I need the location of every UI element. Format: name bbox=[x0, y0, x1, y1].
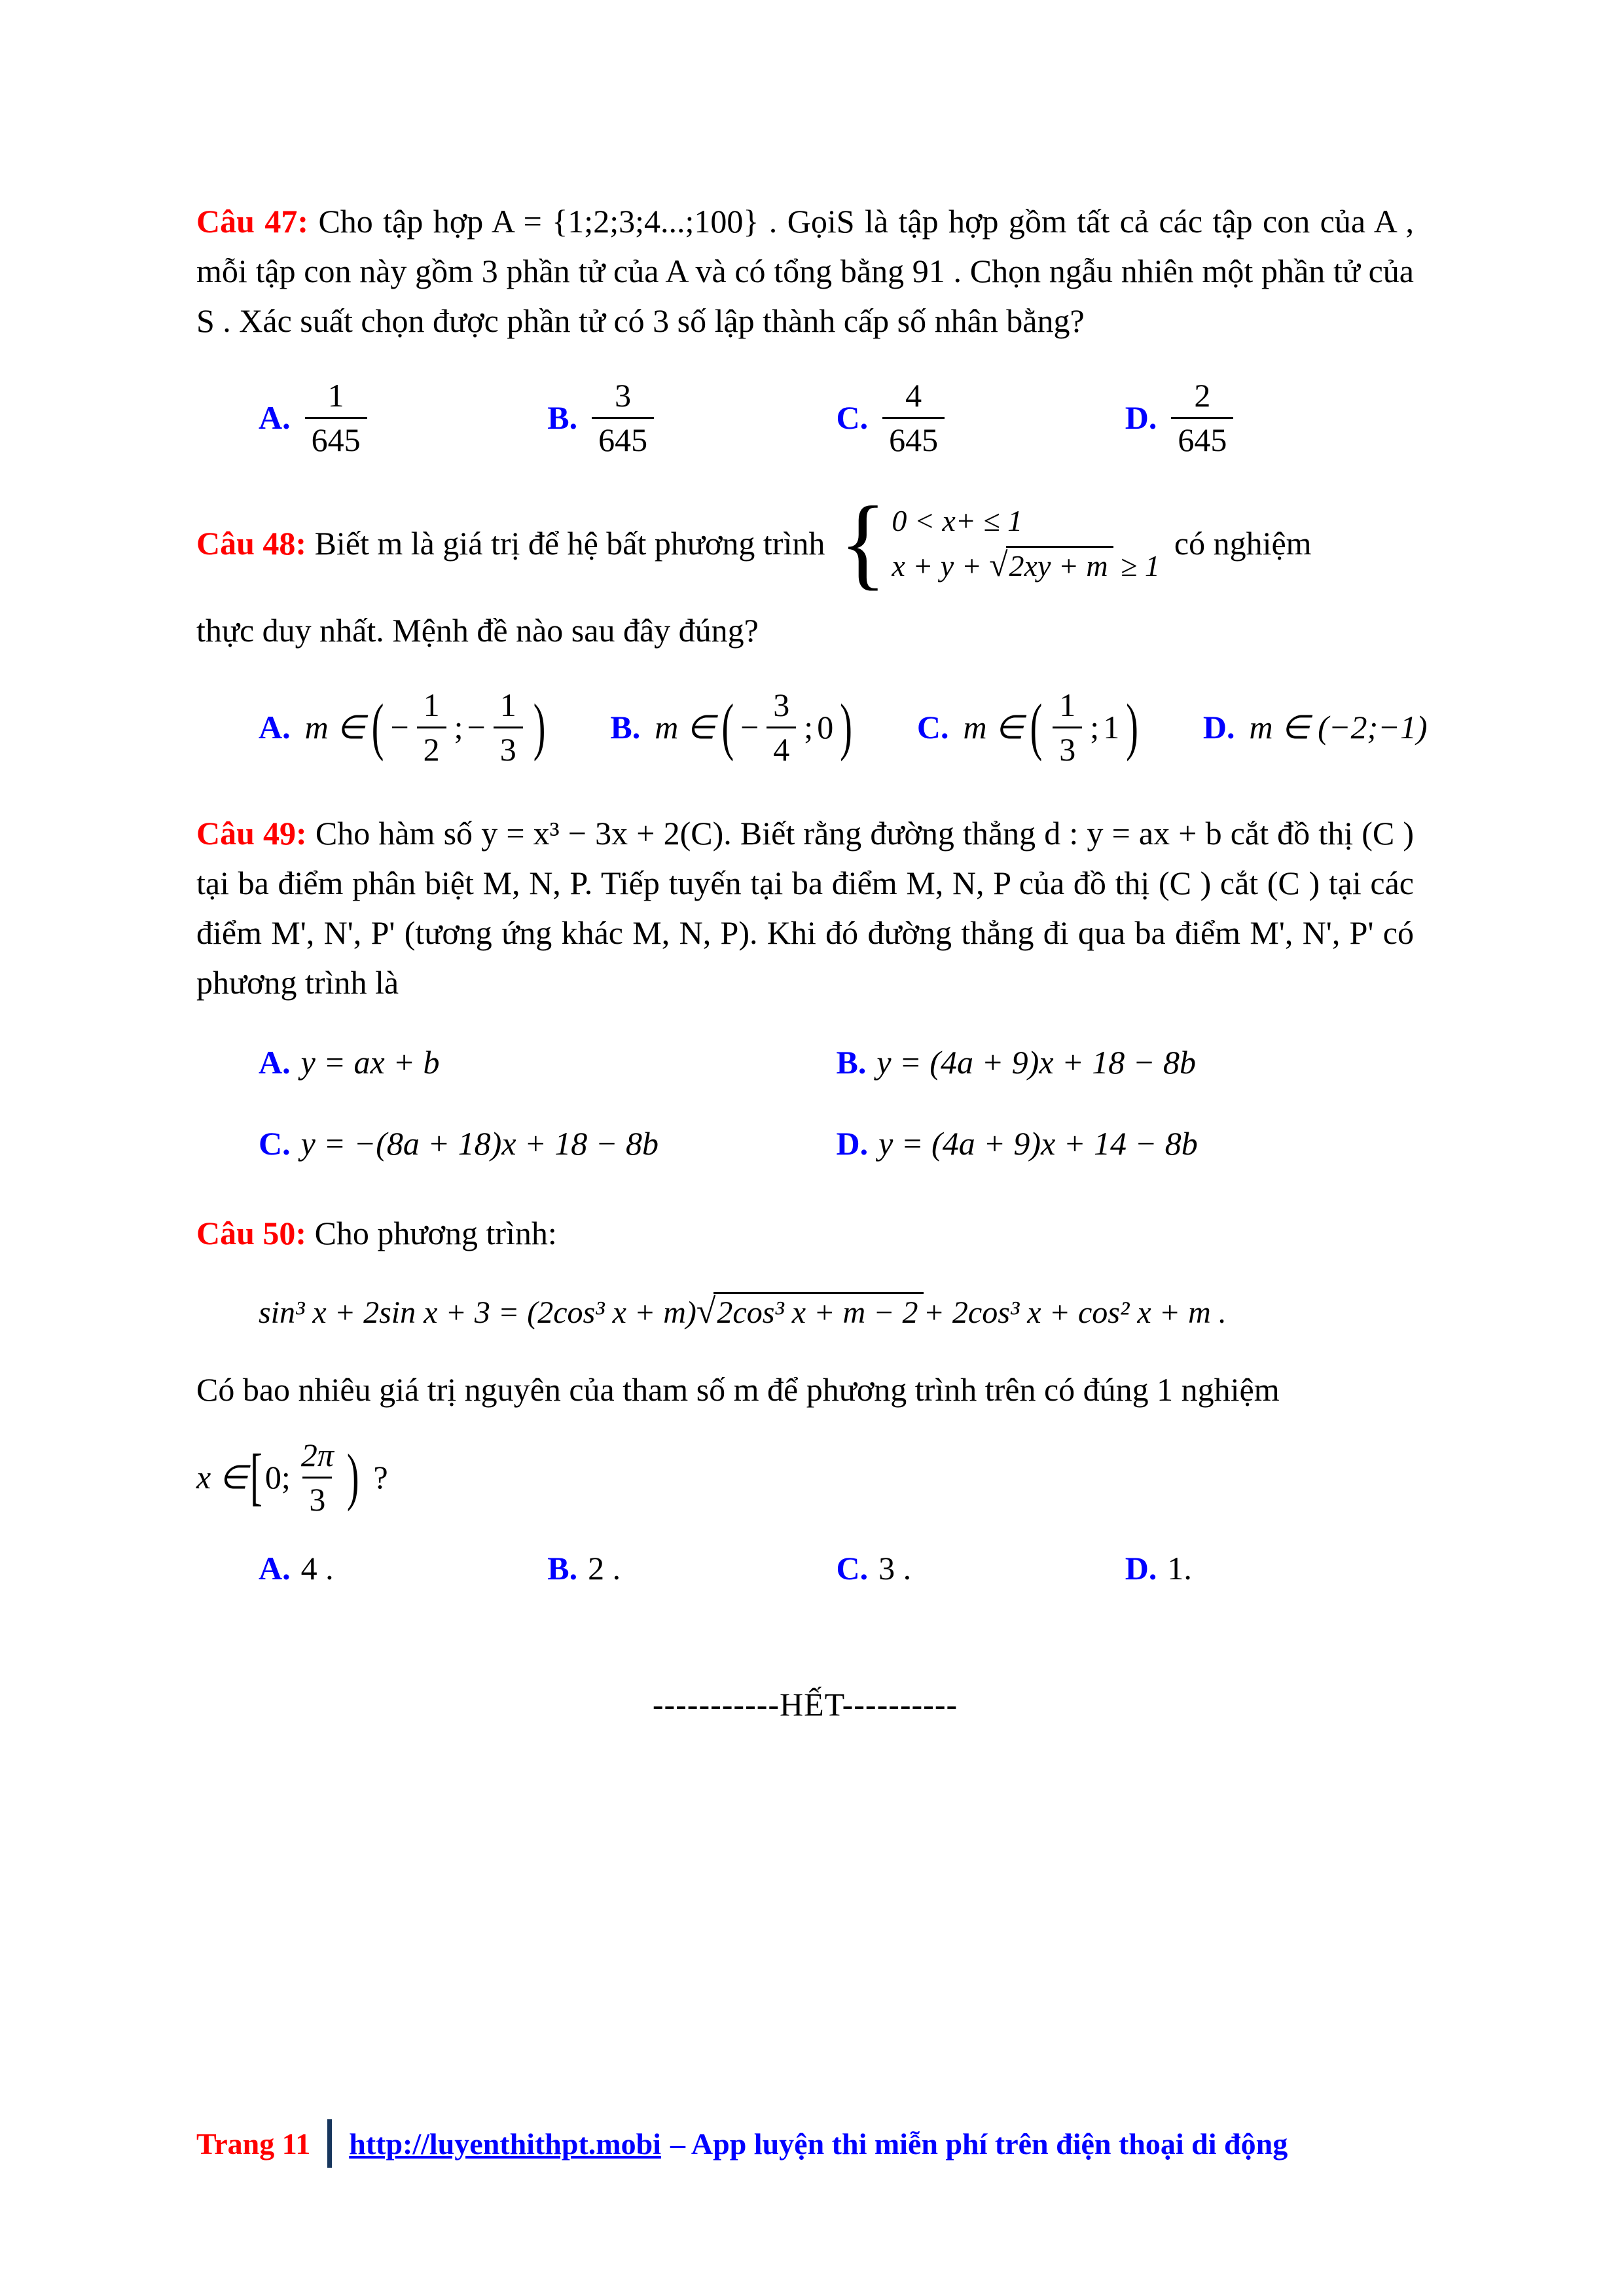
option-letter: B. bbox=[610, 709, 641, 745]
fraction-numerator: 2 bbox=[1194, 377, 1211, 414]
option-48-c bbox=[917, 687, 1141, 768]
option-letter: C. bbox=[259, 1125, 291, 1162]
option-letter: C. bbox=[836, 399, 869, 436]
exam-page bbox=[196, 196, 1428, 1723]
option-letter: A. bbox=[259, 1044, 291, 1081]
system-brace: { bbox=[839, 485, 887, 600]
minus-sign: − bbox=[390, 709, 409, 745]
question-49-text: Cho hàm số y = x³ − 3x + 2(C). Biết rằng đường thẳng d : y = ax + b cắt đồ thị (C ) tại ba điểm phân biệt M, N, P. Tiếp tuyến tại ba điểm M, N, P của đồ thị (C ) cắt (C ) tại các điểm M', N', P' (tương ứng khác M, N, P). Khi đó đường thẳng đi qua ba điểm M', N', P' có phương trình là bbox=[196, 815, 1415, 1001]
fraction-denominator: 3 bbox=[494, 726, 523, 768]
interval-end: 0 bbox=[817, 709, 834, 745]
option-formula: y = ax + b bbox=[300, 1044, 440, 1081]
option-49-d bbox=[837, 1124, 1415, 1162]
fraction-denominator: 3 bbox=[302, 1477, 332, 1518]
fraction bbox=[494, 687, 523, 768]
footer-page-number: Trang 11 bbox=[196, 2126, 311, 2161]
option-value: 2 . bbox=[588, 1550, 621, 1587]
minus-sign: − bbox=[740, 709, 759, 745]
fraction-numerator: 1 bbox=[1059, 687, 1076, 723]
fraction-denominator: 3 bbox=[1053, 726, 1082, 768]
option-47-c bbox=[837, 377, 1125, 458]
question-50 bbox=[196, 1208, 1414, 1587]
system-line-2 bbox=[892, 546, 1160, 583]
question-50-options bbox=[196, 1549, 1414, 1587]
option-formula: y = (4a + 9)x + 14 − 8b bbox=[878, 1125, 1198, 1162]
fraction bbox=[295, 1437, 340, 1518]
page-footer bbox=[196, 2119, 1424, 2168]
question-47-text: Cho tập hợp A = {1;2;3;4...;100} . GọiS là tập hợp gồm tất cả các tập con của A , mỗi tập con này gồm 3 phần tử của A và có tổng bằng 91 . Chọn ngẫu nhiên một phần tử của S . Xác suất chọn được phần tử có 3 số lập thành cấp số nhân bằng? bbox=[196, 203, 1414, 339]
footer-divider bbox=[327, 2119, 332, 2168]
option-formula: y = (4a + 9)x + 18 − 8b bbox=[876, 1044, 1197, 1081]
fraction-denominator: 645 bbox=[882, 417, 945, 458]
option-47-b bbox=[547, 377, 836, 458]
question-50-intro-line bbox=[196, 1208, 1414, 1258]
fraction-numerator: 1 bbox=[499, 687, 516, 723]
option-letter: D. bbox=[1202, 709, 1235, 745]
question-48-continuation: thực duy nhất. Mệnh đề nào sau đây đúng? bbox=[196, 612, 759, 649]
option-49-b bbox=[837, 1043, 1415, 1081]
fraction bbox=[417, 687, 446, 768]
fraction-denominator: 645 bbox=[1171, 417, 1233, 458]
equation-pre: sin³ x + 2sin x + 3 = (2cos³ x + m) bbox=[259, 1295, 696, 1330]
option-48-a bbox=[259, 687, 548, 768]
option-48-d bbox=[1203, 708, 1428, 746]
question-49-label: Câu 49: bbox=[196, 815, 307, 852]
question-49 bbox=[196, 808, 1414, 1162]
question-50-domain bbox=[196, 1437, 1414, 1518]
option-formula: y = −(8a + 18)x + 18 − 8b bbox=[300, 1125, 659, 1162]
option-prefix: m ∈ bbox=[304, 709, 365, 745]
option-49-c bbox=[259, 1124, 837, 1162]
option-value: 1. bbox=[1167, 1550, 1192, 1587]
question-50-label: Câu 50: bbox=[196, 1215, 307, 1251]
question-mark: ? bbox=[373, 1459, 388, 1496]
option-letter: A. bbox=[259, 399, 291, 436]
question-47 bbox=[196, 196, 1414, 458]
option-letter: D. bbox=[836, 1125, 869, 1162]
option-48-b bbox=[610, 687, 854, 768]
radical-sign-icon: √ bbox=[989, 546, 1008, 584]
option-letter: B. bbox=[547, 399, 578, 436]
option-47-a bbox=[259, 377, 547, 458]
footer-link[interactable]: http://luyenthithpt.mobi bbox=[349, 2126, 661, 2161]
option-50-c bbox=[837, 1549, 1125, 1587]
question-49-options bbox=[196, 1043, 1414, 1162]
open-bracket: [ bbox=[250, 1441, 262, 1513]
question-50-continuation: Có bao nhiêu giá trị nguyên của tham số m để phương trình trên có đúng 1 nghiệm bbox=[196, 1371, 1280, 1408]
open-paren: ( bbox=[371, 691, 384, 763]
option-prefix: m ∈ bbox=[655, 709, 715, 745]
open-paren: ( bbox=[1030, 691, 1043, 763]
close-paren: ) bbox=[1126, 691, 1138, 763]
question-50-equation bbox=[196, 1292, 1414, 1331]
radicand: 2xy + m bbox=[1006, 546, 1113, 583]
option-prefix: m ∈ bbox=[963, 709, 1024, 745]
fraction bbox=[592, 377, 654, 458]
option-formula: m ∈ (−2;−1) bbox=[1249, 709, 1428, 745]
option-value: 4 . bbox=[300, 1550, 334, 1587]
question-47-label: Câu 47: bbox=[196, 203, 309, 240]
question-48-intro-text bbox=[196, 524, 825, 562]
question-49-body bbox=[196, 808, 1414, 1007]
fraction-denominator: 645 bbox=[592, 417, 654, 458]
question-47-options bbox=[196, 377, 1414, 458]
fraction-numerator: 4 bbox=[905, 377, 922, 414]
footer-suffix: – App luyện thi miễn phí trên điện thoại di động bbox=[670, 2126, 1288, 2161]
option-value: 3 . bbox=[878, 1550, 912, 1587]
separator: ; bbox=[454, 709, 463, 745]
radicand: 2cos³ x + m − 2 bbox=[713, 1292, 923, 1331]
equation-post: + 2cos³ x + cos² x + m . bbox=[923, 1295, 1227, 1330]
fraction bbox=[767, 687, 796, 768]
system-lines bbox=[892, 503, 1160, 583]
option-50-b bbox=[547, 1549, 836, 1587]
option-letter: B. bbox=[547, 1550, 578, 1587]
option-50-d bbox=[1125, 1549, 1414, 1587]
option-letter: C. bbox=[916, 709, 949, 745]
option-letter: D. bbox=[1125, 1550, 1157, 1587]
fraction-numerator: 1 bbox=[327, 377, 344, 414]
domain-pre: x ∈ bbox=[196, 1459, 248, 1496]
inequality-system bbox=[839, 485, 1160, 600]
question-50-intro: Cho phương trình: bbox=[314, 1215, 557, 1251]
question-48-options bbox=[196, 687, 1428, 768]
fraction bbox=[305, 377, 367, 458]
fraction-denominator: 645 bbox=[305, 417, 367, 458]
domain-lower-bound: 0; bbox=[264, 1459, 291, 1496]
minus-sign: − bbox=[467, 709, 486, 745]
fraction bbox=[1053, 687, 1082, 768]
end-of-exam-marker: -----------HẾT---------- bbox=[652, 1686, 958, 1723]
system-line-1: 0 < x+ ≤ 1 bbox=[892, 503, 1023, 537]
option-letter: D. bbox=[1125, 399, 1157, 436]
fraction-numerator: 3 bbox=[773, 687, 790, 723]
fraction bbox=[882, 377, 945, 458]
question-48-outro: có nghiệm bbox=[1174, 524, 1312, 562]
fraction-denominator: 4 bbox=[767, 726, 796, 768]
fraction-numerator: 3 bbox=[615, 377, 632, 414]
square-root bbox=[696, 1292, 924, 1331]
square-root bbox=[989, 546, 1113, 583]
fraction-numerator: 1 bbox=[423, 687, 440, 723]
close-paren: ) bbox=[533, 691, 546, 763]
fraction-numerator: 2π bbox=[300, 1437, 334, 1473]
option-50-a bbox=[259, 1549, 547, 1587]
question-48-intro-line bbox=[196, 485, 1414, 600]
question-47-body bbox=[196, 196, 1414, 346]
fraction bbox=[1171, 377, 1233, 458]
separator: ; bbox=[1090, 709, 1100, 745]
option-letter: A. bbox=[259, 1550, 291, 1587]
radical-sign-icon: √ bbox=[696, 1291, 716, 1331]
question-48-label: Câu 48: bbox=[196, 524, 307, 562]
question-48-intro: Biết m là giá trị để hệ bất phương trình bbox=[314, 524, 825, 562]
option-letter: B. bbox=[836, 1044, 867, 1081]
close-paren: ) bbox=[346, 1441, 359, 1513]
close-paren: ) bbox=[840, 691, 852, 763]
fraction-denominator: 2 bbox=[417, 726, 446, 768]
separator: ; bbox=[804, 709, 814, 745]
question-48 bbox=[196, 485, 1428, 768]
system-line-2-pre: x + y + bbox=[892, 548, 990, 583]
option-49-a bbox=[259, 1043, 837, 1081]
open-paren: ( bbox=[721, 691, 734, 763]
option-47-d bbox=[1125, 377, 1414, 458]
system-line-2-post: ≥ 1 bbox=[1113, 548, 1160, 583]
option-letter: A. bbox=[259, 709, 291, 745]
interval-end: 1 bbox=[1103, 709, 1120, 745]
option-letter: C. bbox=[836, 1550, 869, 1587]
